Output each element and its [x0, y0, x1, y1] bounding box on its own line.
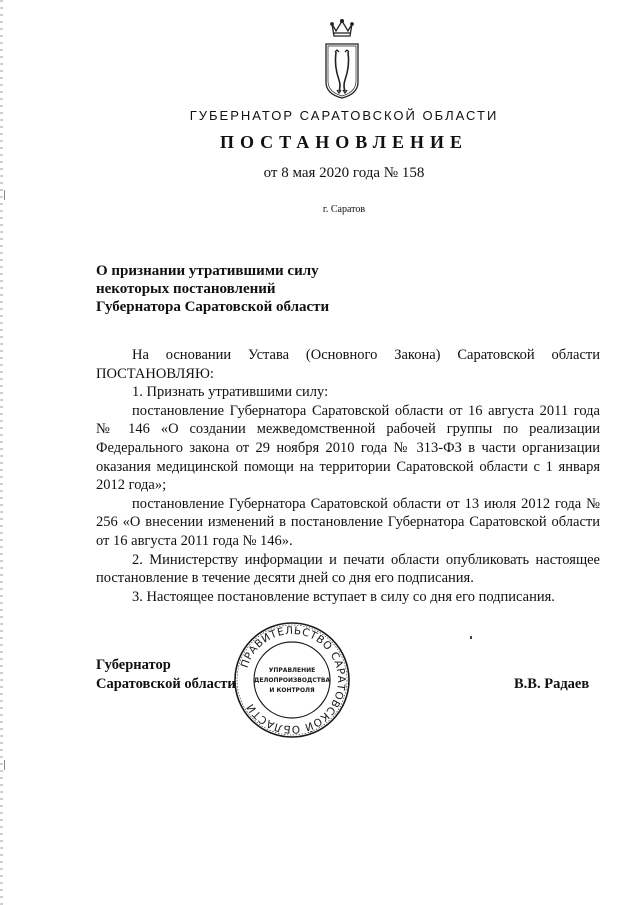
document-type: ПОСТАНОВЛЕНИЕ [219, 132, 469, 152]
signatory-name: В.В. Радаев [514, 676, 590, 692]
official-seal [232, 620, 352, 740]
subject-line: О признании утратившими силу [96, 263, 319, 279]
seal-inner-text: ДЕЛОПРОИЗВОДСТВА [253, 677, 331, 684]
document-city: г. Саратов [322, 204, 366, 215]
coat-of-arms-icon [322, 18, 362, 100]
body-paragraph: постановление Губернатора Саратовской области от 16 августа 2011 года № 146 «О создании межведомственной рабочей группы по реализации Федерального закона от 29 ноября 2010 года № 313-ФЗ в части организации оказания медицинской помощи на территории Саратовской области с 1 января 2012 года»; [96, 402, 600, 494]
signatory-title-line: Губернатор [96, 657, 171, 673]
body-paragraph: 1. Признать утратившими силу: [132, 384, 329, 401]
signatory-title [96, 656, 236, 694]
seal-inner-text: УПРАВЛЕНИЕ [268, 667, 316, 674]
document-body [96, 346, 600, 606]
scan-speck [470, 636, 472, 639]
body-paragraph: На основании Устава (Основного Закона) Саратовской области ПОСТАНОВЛЯЮ: [96, 347, 600, 382]
seal-inner-text: И КОНТРОЛЯ [269, 687, 315, 694]
body-paragraph: 2. Министерству информации и печати области опубликовать настоящее постановление в течение десяти дней со дня его подписания. [96, 551, 600, 587]
body-paragraph: 3. Настоящее постановление вступает в силу со дня его подписания. [132, 588, 555, 605]
scan-edge [0, 0, 3, 905]
scan-mark [4, 760, 5, 770]
document-date-number: от 8 мая 2020 года № 158 [263, 165, 425, 181]
document-subject [96, 262, 329, 316]
seal-ring-text: ПРАВИТЕЛЬСТВО САРАТОВСКОЙ ОБЛАСТИ [238, 624, 348, 736]
scan-mark [4, 190, 5, 200]
authority-title: ГУБЕРНАТОР САРАТОВСКОЙ ОБЛАСТИ [189, 108, 499, 123]
body-paragraph: постановление Губернатора Саратовской области от 13 июля 2012 года № 256 «О внесении изменений в постановление Губернатора Саратовской области от 16 августа 2011 года № 146». [96, 495, 600, 549]
subject-line: некоторых постановлений [96, 281, 276, 297]
subject-line: Губернатора Саратовской области [96, 299, 330, 315]
signatory-title-line: Саратовской области [96, 676, 236, 692]
